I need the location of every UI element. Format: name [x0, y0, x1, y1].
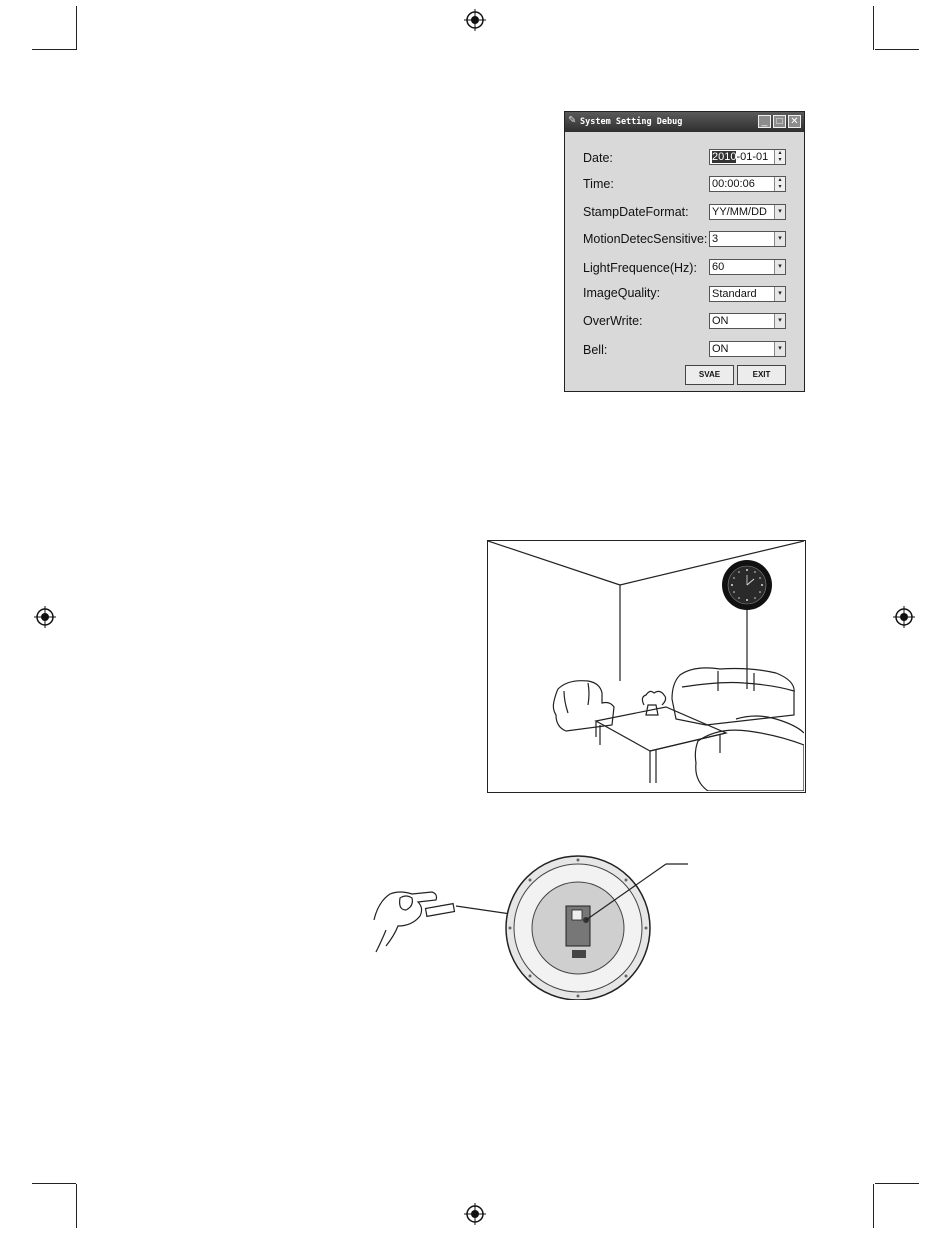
crop-mark-top-left-h — [32, 49, 76, 50]
stamp-date-format-select[interactable] — [709, 204, 786, 220]
motion-detec-sensitive-value: 3 — [712, 233, 719, 245]
tools-icon: ✎ — [568, 115, 577, 126]
image-quality-label: ImageQuality: — [583, 286, 661, 300]
close-button[interactable]: ✕ — [788, 115, 801, 128]
light-frequence-value: 60 — [712, 261, 725, 273]
chevron-down-icon[interactable]: ▾ — [774, 314, 785, 328]
registration-mark-right-icon — [893, 606, 915, 628]
registration-mark-top-icon — [464, 9, 486, 31]
room-illustration — [487, 540, 806, 793]
dialog-title: System Setting Debug — [580, 117, 683, 127]
maximize-button[interactable]: □ — [773, 115, 786, 128]
image-quality-value: Standard — [712, 288, 757, 300]
light-frequence-select[interactable] — [709, 259, 786, 275]
stamp-date-format-label: StampDateFormat: — [583, 205, 689, 219]
registration-mark-left-icon — [34, 606, 56, 628]
image-quality-select[interactable] — [709, 286, 786, 302]
clock-back-drawing — [366, 850, 696, 1000]
bell-select[interactable] — [709, 341, 786, 357]
exit-button[interactable]: EXIT — [737, 365, 786, 385]
time-spinner[interactable] — [709, 176, 786, 192]
date-value-rest: -01-01 — [736, 151, 769, 163]
dialog-titlebar[interactable] — [565, 112, 804, 132]
crop-mark-bottom-right-h — [875, 1183, 919, 1184]
chevron-down-icon[interactable]: ▾ — [774, 205, 785, 219]
date-label: Date: — [583, 151, 613, 165]
time-value: 00:00:06 — [712, 178, 755, 190]
motion-detec-sensitive-label: MotionDetecSensitive: — [583, 232, 708, 246]
dialog-body — [565, 132, 804, 391]
clock-back-illustration — [366, 850, 696, 1000]
time-label: Time: — [583, 177, 614, 191]
save-button[interactable]: SVAE — [685, 365, 734, 385]
room-line-drawing — [488, 541, 804, 791]
bell-value: ON — [712, 343, 729, 355]
crop-mark-bottom-left-v — [76, 1184, 77, 1228]
overwrite-label: OverWrite: — [583, 314, 643, 328]
crop-mark-top-left-v — [76, 6, 77, 50]
crop-mark-top-right-v — [873, 6, 874, 50]
overwrite-select[interactable] — [709, 313, 786, 329]
registration-mark-bottom-icon — [464, 1203, 486, 1225]
time-spin-icon[interactable]: ▴ ▾ — [774, 177, 785, 191]
light-frequence-label: LightFrequence(Hz): — [583, 261, 697, 275]
motion-detec-sensitive-select[interactable] — [709, 231, 786, 247]
chevron-down-icon[interactable]: ▾ — [774, 342, 785, 356]
chevron-down-icon[interactable]: ▾ — [774, 232, 785, 246]
chevron-down-icon[interactable]: ▾ — [774, 287, 785, 301]
overwrite-value: ON — [712, 315, 729, 327]
date-spin-icon[interactable]: ▴ ▾ — [774, 150, 785, 164]
crop-mark-bottom-left-h — [32, 1183, 76, 1184]
crop-mark-top-right-h — [875, 49, 919, 50]
minimize-button[interactable]: _ — [758, 115, 771, 128]
system-setting-dialog — [564, 111, 805, 392]
bell-label: Bell: — [583, 343, 608, 357]
crop-mark-bottom-right-v — [873, 1184, 874, 1228]
stamp-date-format-value: YY/MM/DD — [712, 206, 767, 218]
date-spinner[interactable] — [709, 149, 786, 165]
chevron-down-icon[interactable]: ▾ — [774, 260, 785, 274]
date-year-selected: 2010 — [712, 151, 737, 163]
